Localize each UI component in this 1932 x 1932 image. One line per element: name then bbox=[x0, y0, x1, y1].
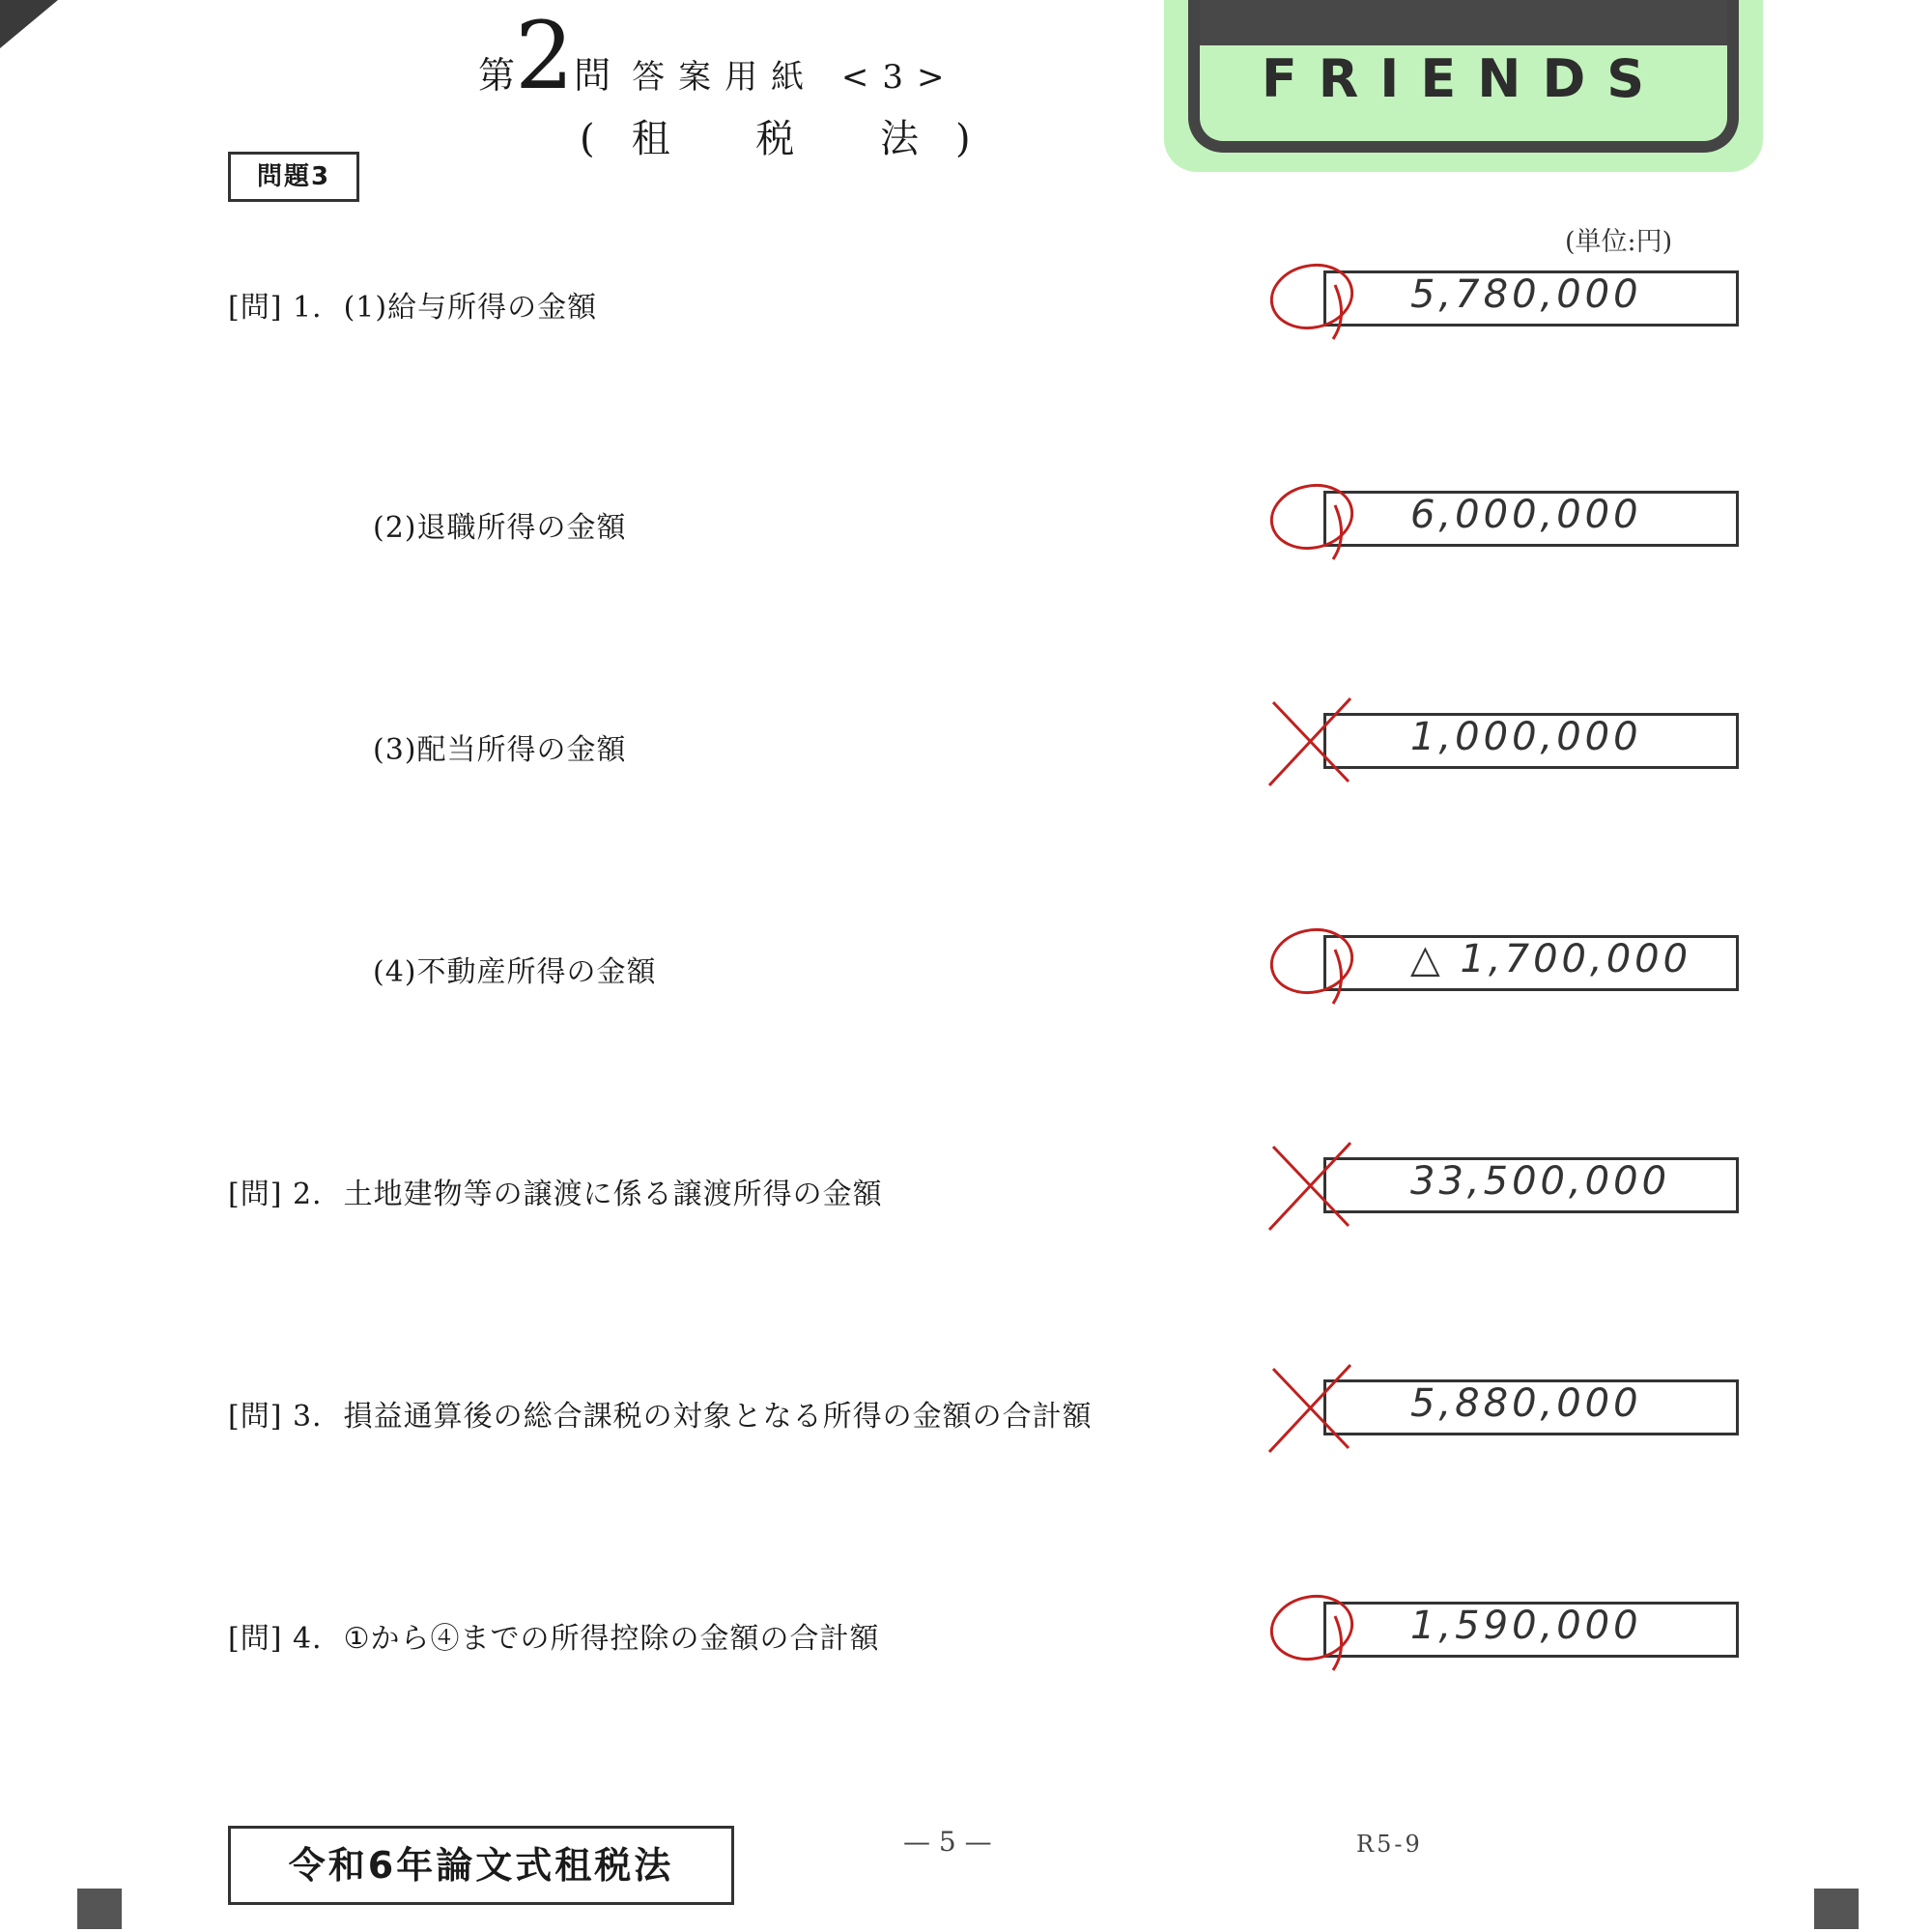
correct-circle-mark bbox=[1256, 911, 1372, 1017]
incorrect-cross-mark bbox=[1256, 1133, 1372, 1239]
question-label bbox=[373, 725, 627, 768]
question-number: 2 bbox=[515, 2, 575, 110]
question-text: 土地建物等の譲渡に係る譲渡所得の金額 bbox=[343, 1178, 883, 1211]
question-text: 損益通算後の総合課税の対象となる所得の金額の合計額 bbox=[343, 1400, 1093, 1434]
question-tag: [問] 3. bbox=[228, 1400, 323, 1434]
exam-title-box: 令和6年論文式租税法 bbox=[228, 1826, 734, 1905]
page-number: — 5 — bbox=[903, 1826, 992, 1858]
stamp-dark-band bbox=[1200, 0, 1727, 45]
question-text: (4)不動産所得の金額 bbox=[373, 955, 657, 989]
question-text: ①から④までの所得控除の金額の合計額 bbox=[343, 1622, 880, 1656]
answer-sheet-title bbox=[478, 2, 1019, 110]
stamp-word: FRIENDS bbox=[1261, 48, 1666, 109]
answer-value: 5,880,000 bbox=[1410, 1381, 1642, 1426]
scan-registration-mark-left bbox=[77, 1889, 122, 1929]
subject-title: (租 税 法) bbox=[580, 117, 1008, 161]
question-label bbox=[228, 1392, 1093, 1435]
title-rest: 答案用紙 <3> bbox=[632, 58, 958, 97]
correct-circle-mark bbox=[1256, 1577, 1372, 1684]
question-label bbox=[228, 283, 597, 326]
answer-value: 33,500,000 bbox=[1410, 1159, 1671, 1204]
answer-value: 1,000,000 bbox=[1410, 715, 1642, 759]
question-tag: [問] 2. bbox=[228, 1178, 323, 1211]
question-text: (2)退職所得の金額 bbox=[373, 511, 627, 545]
question-text: (1)給与所得の金額 bbox=[343, 291, 598, 325]
answer-value: 6,000,000 bbox=[1410, 493, 1642, 537]
page-code: R5-9 bbox=[1356, 1831, 1423, 1858]
incorrect-cross-mark bbox=[1256, 1355, 1372, 1462]
question-tag: [問] 1. bbox=[228, 291, 323, 325]
question-label bbox=[373, 948, 657, 990]
question-tag: [問] 4. bbox=[228, 1622, 323, 1656]
incorrect-cross-mark bbox=[1256, 689, 1372, 795]
unit-label: (単位:円) bbox=[1565, 227, 1673, 257]
answer-value: 1,590,000 bbox=[1410, 1604, 1642, 1648]
title-mon: 問 bbox=[574, 54, 611, 97]
question-label bbox=[228, 1614, 879, 1657]
corner-fold-mark bbox=[0, 0, 58, 58]
correct-circle-mark bbox=[1256, 246, 1372, 353]
answer-value: 5,780,000 bbox=[1410, 272, 1642, 317]
question-label bbox=[228, 1170, 883, 1212]
problem-label: 問題3 bbox=[228, 152, 359, 202]
good-friends-stamp bbox=[1188, 0, 1739, 153]
question-text: (3)配当所得の金額 bbox=[373, 733, 627, 767]
correct-circle-mark bbox=[1256, 467, 1372, 573]
scan-registration-mark-right bbox=[1814, 1889, 1859, 1929]
title-dai: 第 bbox=[478, 54, 516, 97]
question-label bbox=[373, 503, 627, 546]
answer-value: △ 1,700,000 bbox=[1410, 937, 1692, 981]
